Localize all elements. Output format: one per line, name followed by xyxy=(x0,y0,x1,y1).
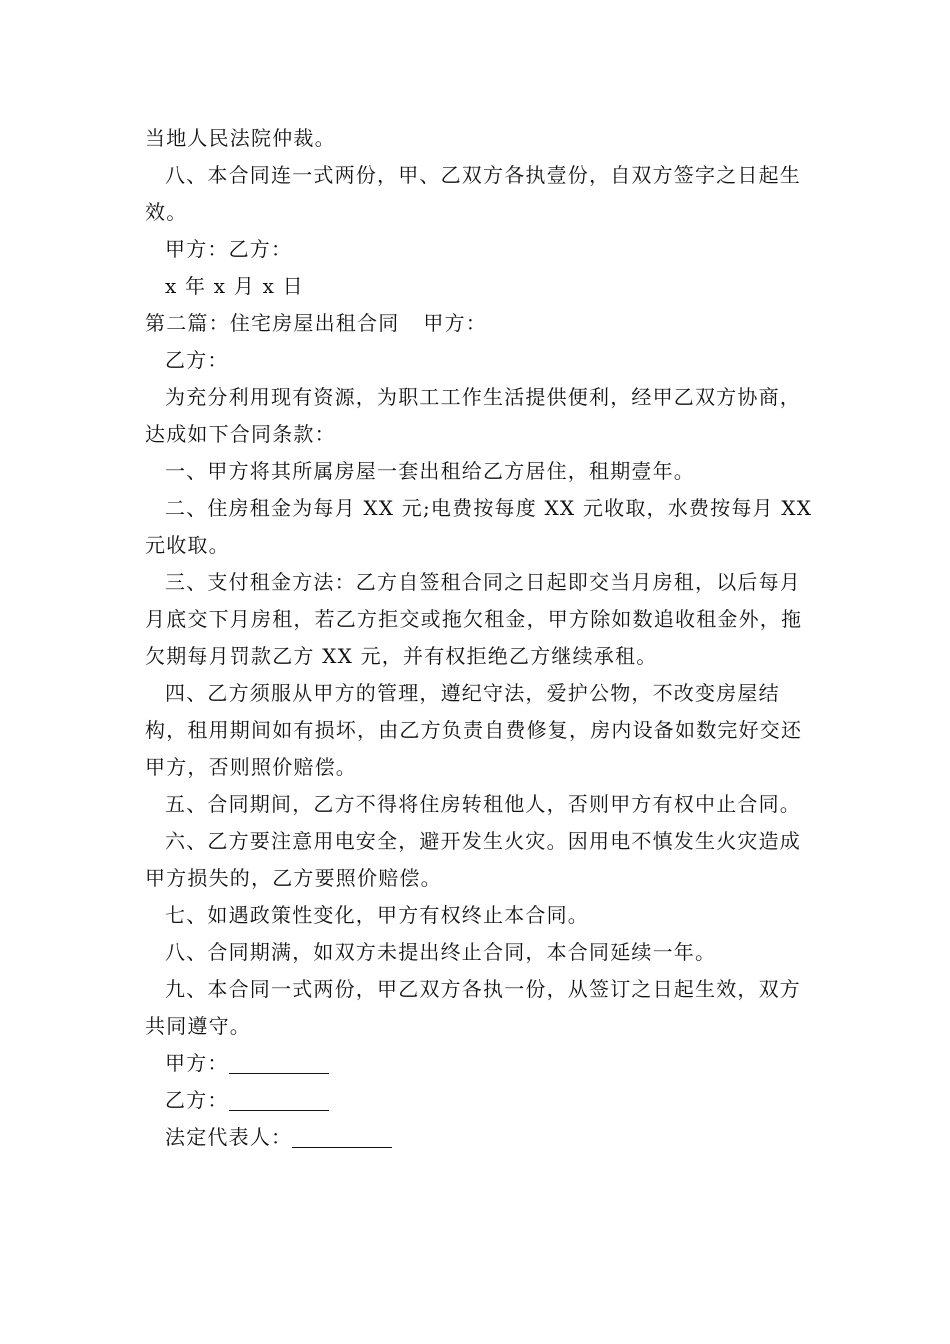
paragraph-preamble: 为充分利用现有资源，为职工工作生活提供便利，经甲乙双方协商，达成如下合同条款： xyxy=(145,385,801,446)
signature-legal-rep-label: 法定代表人： xyxy=(165,1125,293,1149)
signature-line xyxy=(229,1086,329,1111)
signature-party-b xyxy=(145,1082,815,1119)
party-a-label-heading: 甲方： xyxy=(423,311,488,335)
paragraph-clause-4: 四、乙方须服从甲方的管理，遵纪守法，爱护公物，不改变房屋结构，租用期间如有损坏，由乙方负责自费修复，房内设备如数完好交还甲方，否则照价赔偿。 xyxy=(145,681,803,779)
paragraph-clause-2: 二、住房租金为每月 XX 元;电费按每度 XX 元收取，水费按每月 XX 元收取。 xyxy=(145,496,813,557)
paragraph-clause-5: 五、合同期间，乙方不得将住房转租他人，否则甲方有权中止合同。 xyxy=(165,792,801,816)
paragraph-arbitration-end: 当地人民法院仲裁。 xyxy=(145,126,336,150)
signature-party-b-label: 乙方： xyxy=(165,1088,229,1112)
signature-party-a xyxy=(145,1045,815,1082)
signature-legal-rep xyxy=(145,1119,815,1156)
paragraph-party-b: 乙方： xyxy=(165,348,229,372)
paragraph-parties-first: 甲方：乙方： xyxy=(165,237,293,261)
paragraph-clause-7: 七、如遇政策性变化，甲方有权终止本合同。 xyxy=(165,903,589,927)
paragraph-clause-6: 六、乙方要注意用电安全，避开发生火灾。因用电不慎发生火灾造成甲方损失的，乙方要照价赔偿。 xyxy=(145,829,801,890)
signature-line xyxy=(229,1049,329,1074)
section-title: 第二篇：住宅房屋出租合同 xyxy=(145,311,400,335)
paragraph-clause-1: 一、甲方将其所属房屋一套出租给乙方居住，租期壹年。 xyxy=(165,459,695,483)
contract-text xyxy=(145,120,815,1156)
paragraph-clause-8: 八、合同期满，如双方未提出终止合同，本合同延续一年。 xyxy=(165,940,717,964)
paragraph-clause-8-first: 八、本合同连一式两份，甲、乙双方各执壹份，自双方签字之日起生效。 xyxy=(145,163,801,224)
paragraph-clause-9: 九、本合同一式两份，甲乙双方各执一份，从签订之日起生效，双方共同遵守。 xyxy=(145,977,801,1038)
signature-party-a-label: 甲方： xyxy=(165,1051,229,1075)
signature-line xyxy=(292,1123,392,1148)
paragraph-date: x 年 x 月 x 日 xyxy=(165,274,304,298)
paragraph-clause-3: 三、支付租金方法：乙方自签租合同之日起即交当月房租，以后每月月底交下月房租，若乙方拒交或拖欠租金，甲方除如数追收租金外，拖欠期每月罚款乙方 XX 元，并有权拒绝乙方继续承租。 xyxy=(145,570,803,668)
section-heading-second-contract xyxy=(145,305,815,342)
